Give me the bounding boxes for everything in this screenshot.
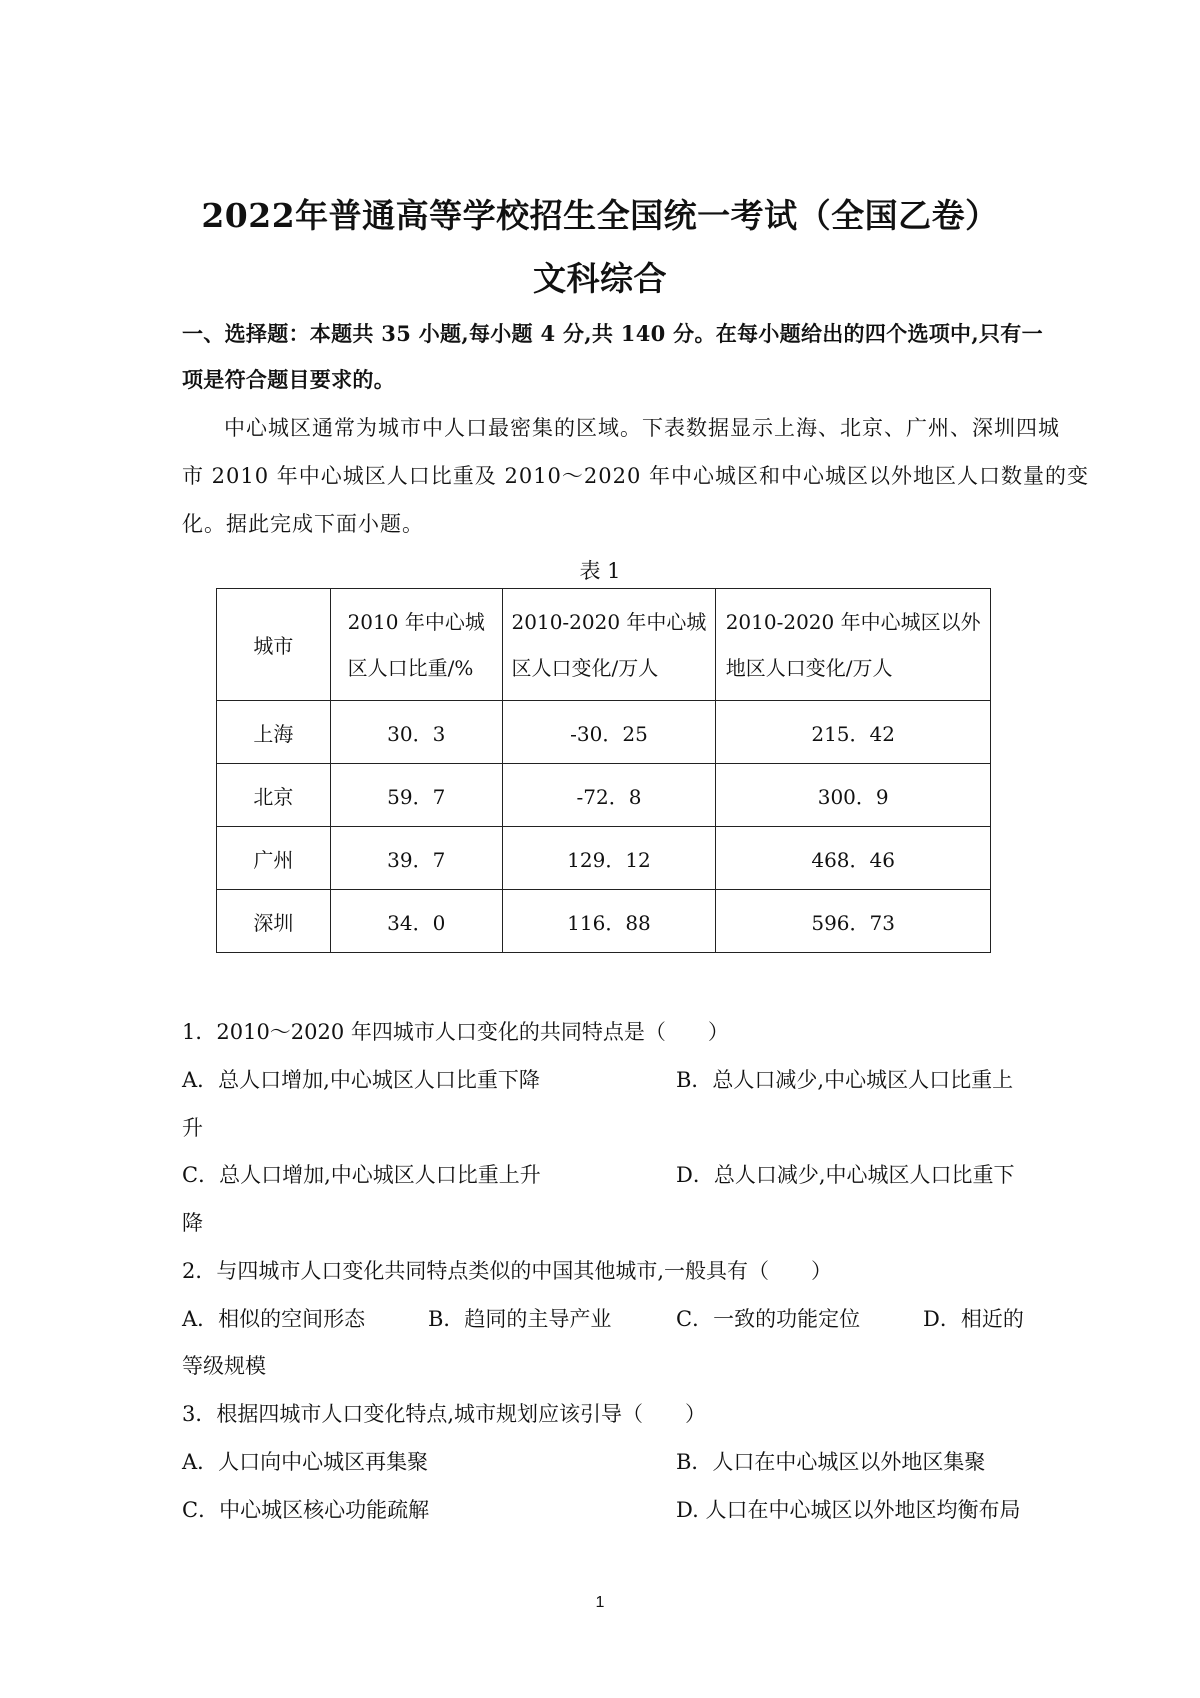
- cell-center-change: 116．88: [502, 890, 716, 953]
- header-outer-change: 2010-2020 年中心城区以外 地区人口变化/万人: [716, 589, 991, 701]
- section-heading-line1: 一、选择题：本题共 35 小题,每小题 4 分,共 140 分。在每小题给出的四个选项中,只有一: [182, 321, 1043, 346]
- q1-option-c: C．总人口增加,中心城区人口比重上升: [182, 1163, 541, 1187]
- q1-option-b: B．总人口减少,中心城区人口比重上: [676, 1068, 1014, 1092]
- table-row: [217, 764, 991, 827]
- page-number: 1: [595, 1594, 605, 1611]
- q1-option-b-continued: 升: [182, 1116, 203, 1140]
- q3-option-b: B．人口在中心城区以外地区集聚: [676, 1450, 986, 1474]
- q2-option-d: D．相近的: [923, 1307, 1024, 1331]
- q3-option-a: A．人口向中心城区再集聚: [182, 1450, 429, 1474]
- cell-share: 59．7: [330, 764, 502, 827]
- q2-option-c: C．一致的功能定位: [676, 1307, 861, 1331]
- q2-stem: 2．与四城市人口变化共同特点类似的中国其他城市,一般具有（ ）: [182, 1259, 833, 1283]
- section-heading-line2: 项是符合题目要求的。: [182, 367, 395, 392]
- cell-city: 北京: [217, 764, 331, 827]
- q2-option-b: B．趋同的主导产业: [428, 1307, 612, 1331]
- cell-share: 34．0: [330, 890, 502, 953]
- cell-outer-change: 300．9: [716, 764, 991, 827]
- cell-city: 深圳: [217, 890, 331, 953]
- cell-center-change: -30．25: [502, 701, 716, 764]
- q3-option-d: D. 人口在中心城区以外地区均衡布局: [676, 1498, 1021, 1522]
- intro-line1: 中心城区通常为城市中人口最密集的区域。下表数据显示上海、北京、广州、深圳四城: [224, 416, 1060, 440]
- q3-stem: 3．根据四城市人口变化特点,城市规划应该引导（ ）: [182, 1402, 707, 1426]
- q1-option-a: A．总人口增加,中心城区人口比重下降: [182, 1068, 540, 1092]
- population-table: [216, 588, 991, 953]
- cell-city: 广州: [217, 827, 331, 890]
- table-row: [217, 890, 991, 953]
- table-header-row: [217, 589, 991, 701]
- q1-stem: 1．2010～2020 年四城市人口变化的共同特点是（ ）: [182, 1020, 729, 1044]
- header-center-change: 2010-2020 年中心城 区人口变化/万人: [502, 589, 716, 701]
- cell-city: 上海: [217, 701, 331, 764]
- cell-share: 39．7: [330, 827, 502, 890]
- q1-option-d: D．总人口减少,中心城区人口比重下: [676, 1163, 1015, 1187]
- table-caption: 表 1: [579, 559, 621, 583]
- intro-line3: 化。据此完成下面小题。: [182, 512, 424, 536]
- table-row: [217, 827, 991, 890]
- cell-outer-change: 215．42: [716, 701, 991, 764]
- page-subtitle: 文科综合: [533, 259, 667, 298]
- header-city: 城市: [217, 589, 331, 701]
- q3-option-c: C．中心城区核心功能疏解: [182, 1498, 430, 1522]
- q1-option-d-continued: 降: [182, 1211, 203, 1235]
- table-row: [217, 701, 991, 764]
- header-share-2010: 2010 年中心城 区人口比重/%: [330, 589, 502, 701]
- q2-option-a: A．相似的空间形态: [182, 1307, 366, 1331]
- cell-outer-change: 596．73: [716, 890, 991, 953]
- cell-share: 30．3: [330, 701, 502, 764]
- cell-center-change: -72．8: [502, 764, 716, 827]
- page-title: 2022年普通高等学校招生全国统一考试（全国乙卷）: [201, 196, 999, 235]
- intro-line2: 市 2010 年中心城区人口比重及 2010～2020 年中心城区和中心城区以外地区人口数量的变: [182, 464, 1090, 488]
- q2-option-d-continued: 等级规模: [182, 1354, 266, 1378]
- cell-outer-change: 468．46: [716, 827, 991, 890]
- cell-center-change: 129．12: [502, 827, 716, 890]
